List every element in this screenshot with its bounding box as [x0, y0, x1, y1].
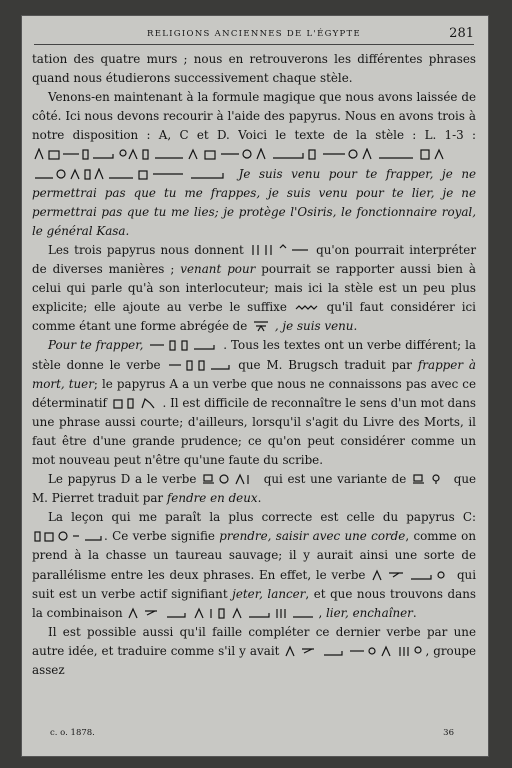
hieroglyph-papyrus-group-icon: [250, 244, 310, 256]
paragraph-3-text-a: Les trois papyrus nous donnent: [48, 242, 244, 257]
running-title: RELIGIONS ANCIENNES DE L'ÉGYPTE: [147, 29, 361, 39]
paragraph-1-text: tation des quatre murs ; nous en retrouverons les différentes phrases quand nous étudierons successivement chaque stèle.: [32, 52, 476, 86]
page-header: [34, 26, 474, 45]
hieroglyph-stele-text-icon: [33, 148, 453, 160]
paragraph-5-text-b: qui est une variante de: [263, 472, 407, 487]
hieroglyph-to-strike-icon: [148, 339, 218, 351]
paragraph-4: [32, 336, 476, 470]
paragraph-1: [32, 50, 476, 88]
paragraph-3-italic: venant pour: [180, 262, 256, 277]
paragraph-4-text-d: . Il est difficile de reconnaître le sens d'un mot dans une phrase aussi courte; d'ailleurs, lorsqu'il s'agit du Livre des Morts, il faut être d'une grande prudence; ce qu'on peut considérer comme un mot nouveau peut n'être qu'une faute du scribe.: [32, 395, 476, 467]
page-number: 281: [449, 26, 474, 41]
paragraph-5-text-c: que M. Pierret traduit par: [32, 472, 477, 506]
paragraph-6-italic-a: prendre, saisir avec une corde: [219, 529, 406, 544]
page-footer: [34, 728, 474, 742]
hieroglyph-verb-stele-icon: [167, 359, 231, 371]
paragraph-3: [32, 241, 476, 336]
hieroglyph-variant-icon: [412, 473, 448, 485]
paragraph-2-text: Venons-en maintenant à la formule magique que nous avons laissée de côté. Ici nous devons recourir à l'aide des papyrus. Nous en avons trois à notre disposition : A, C et D. Voici le texte de la stèle : L. 1-3 :: [32, 90, 476, 143]
paragraph-5: Le papyrus D a le verbe qui est une variante de que M. Pierret traduit par fendre en deux.: [32, 472, 477, 506]
paragraph-2: [32, 88, 476, 241]
paragraph-3-text-d: qu'il faut considérer ici comme étant une forme abrégée de: [32, 300, 476, 334]
hieroglyph-determinative-icon: [112, 397, 158, 409]
hieroglyph-combination-icon: [127, 607, 317, 619]
paragraph-6-text-d: qui suit est un verbe actif signifiant: [32, 567, 477, 601]
paragraph-3-text-c: pourrait se rapporter aussi bien à celui qui parle qu'à son interlocuteur; mais ici la stèle est un peu plus explicite; elle ajoute au verbe le suffixe: [32, 262, 476, 315]
hieroglyph-stele-text-2-icon: [33, 168, 229, 180]
paragraph-6-text-c: , comme on prend à la chasse un taureau sauvage; il y aurait ainsi une sorte de parallélisme entre les deux phrases. En effet, le verbe: [32, 529, 476, 582]
paragraph-7-text-a: Il est possible aussi qu'il faille compléter ce dernier verbe par une autre idée, et traduire comme s'il y avait: [32, 624, 476, 658]
paragraph-6-italic-b: jeter, lancer: [232, 586, 306, 601]
paragraph-4-text-c: ; le papyrus A a un verbe que nous ne connaissons pas avec ce déterminatif: [32, 376, 477, 410]
paragraph-7: [32, 623, 476, 680]
hieroglyph-suffix-icon: [295, 301, 319, 313]
paragraph-6-italic-c: lier, enchaîner: [326, 605, 413, 620]
paragraph-4-italic-b: frapper à mort, tuer: [32, 357, 476, 391]
paragraph-6: La leçon qui me paraît la plus correcte est celle du papyrus C: . Ce verbe signifie prendre, saisir avec une corde, comme on prend à la chasse un taureau sauvage; il y aurait ainsi une sorte de parallélisme entre les deux phrases. En effet, le verbe qui suit est un verbe actif signifiant jeter, lancer, et que nous trouvons dans la combinaison , lier, enchaîner.: [32, 510, 477, 620]
paragraph-5-text-a: Le papyrus D a le verbe: [48, 472, 197, 487]
paragraph-4-text-a: . Tous les textes ont un verbe différent; la stèle donne le verbe: [32, 338, 477, 372]
paragraph-4-italic: Pour te frapper,: [48, 338, 144, 353]
paragraph-3-italic-end: , je suis venu.: [274, 319, 358, 334]
hieroglyph-verb-d-icon: [202, 473, 258, 485]
paragraph-4-text-b: que M. Brugsch traduit par: [238, 357, 412, 372]
paragraph-6-text-b: . Ce verbe signifie: [104, 529, 215, 544]
hieroglyph-i-came-icon: [252, 320, 270, 332]
hieroglyph-group-icon: [284, 645, 424, 657]
book-page: [22, 16, 488, 756]
page-body: [32, 50, 476, 680]
paragraph-7-text-b: , groupe assez: [32, 643, 476, 677]
paragraph-5-italic: fendre en deux: [166, 491, 258, 506]
hieroglyph-verb-throw-icon: [371, 569, 451, 581]
stele-translation: Je suis venu pour te frapper, je ne permettrai pas que tu me frappes, je suis venu pour te lier, je ne permettrai pas que tu me lies; je protège l'Osiris, le fonctionnaire royal, le général Kasa.: [32, 166, 477, 238]
sheet-number: 36: [443, 728, 454, 738]
paragraph-3-text-b: qu'on pourrait interpréter de diverses manières ;: [32, 242, 477, 277]
hieroglyph-papyrus-c-icon: [33, 530, 103, 542]
printer-signature: c. o. 1878.: [50, 728, 95, 738]
paragraph-6-text-e: , et que nous trouvons dans la combinaison: [32, 586, 476, 620]
paragraph-6-text-a: La leçon qui me paraît la plus correcte est celle du papyrus C:: [48, 510, 476, 525]
